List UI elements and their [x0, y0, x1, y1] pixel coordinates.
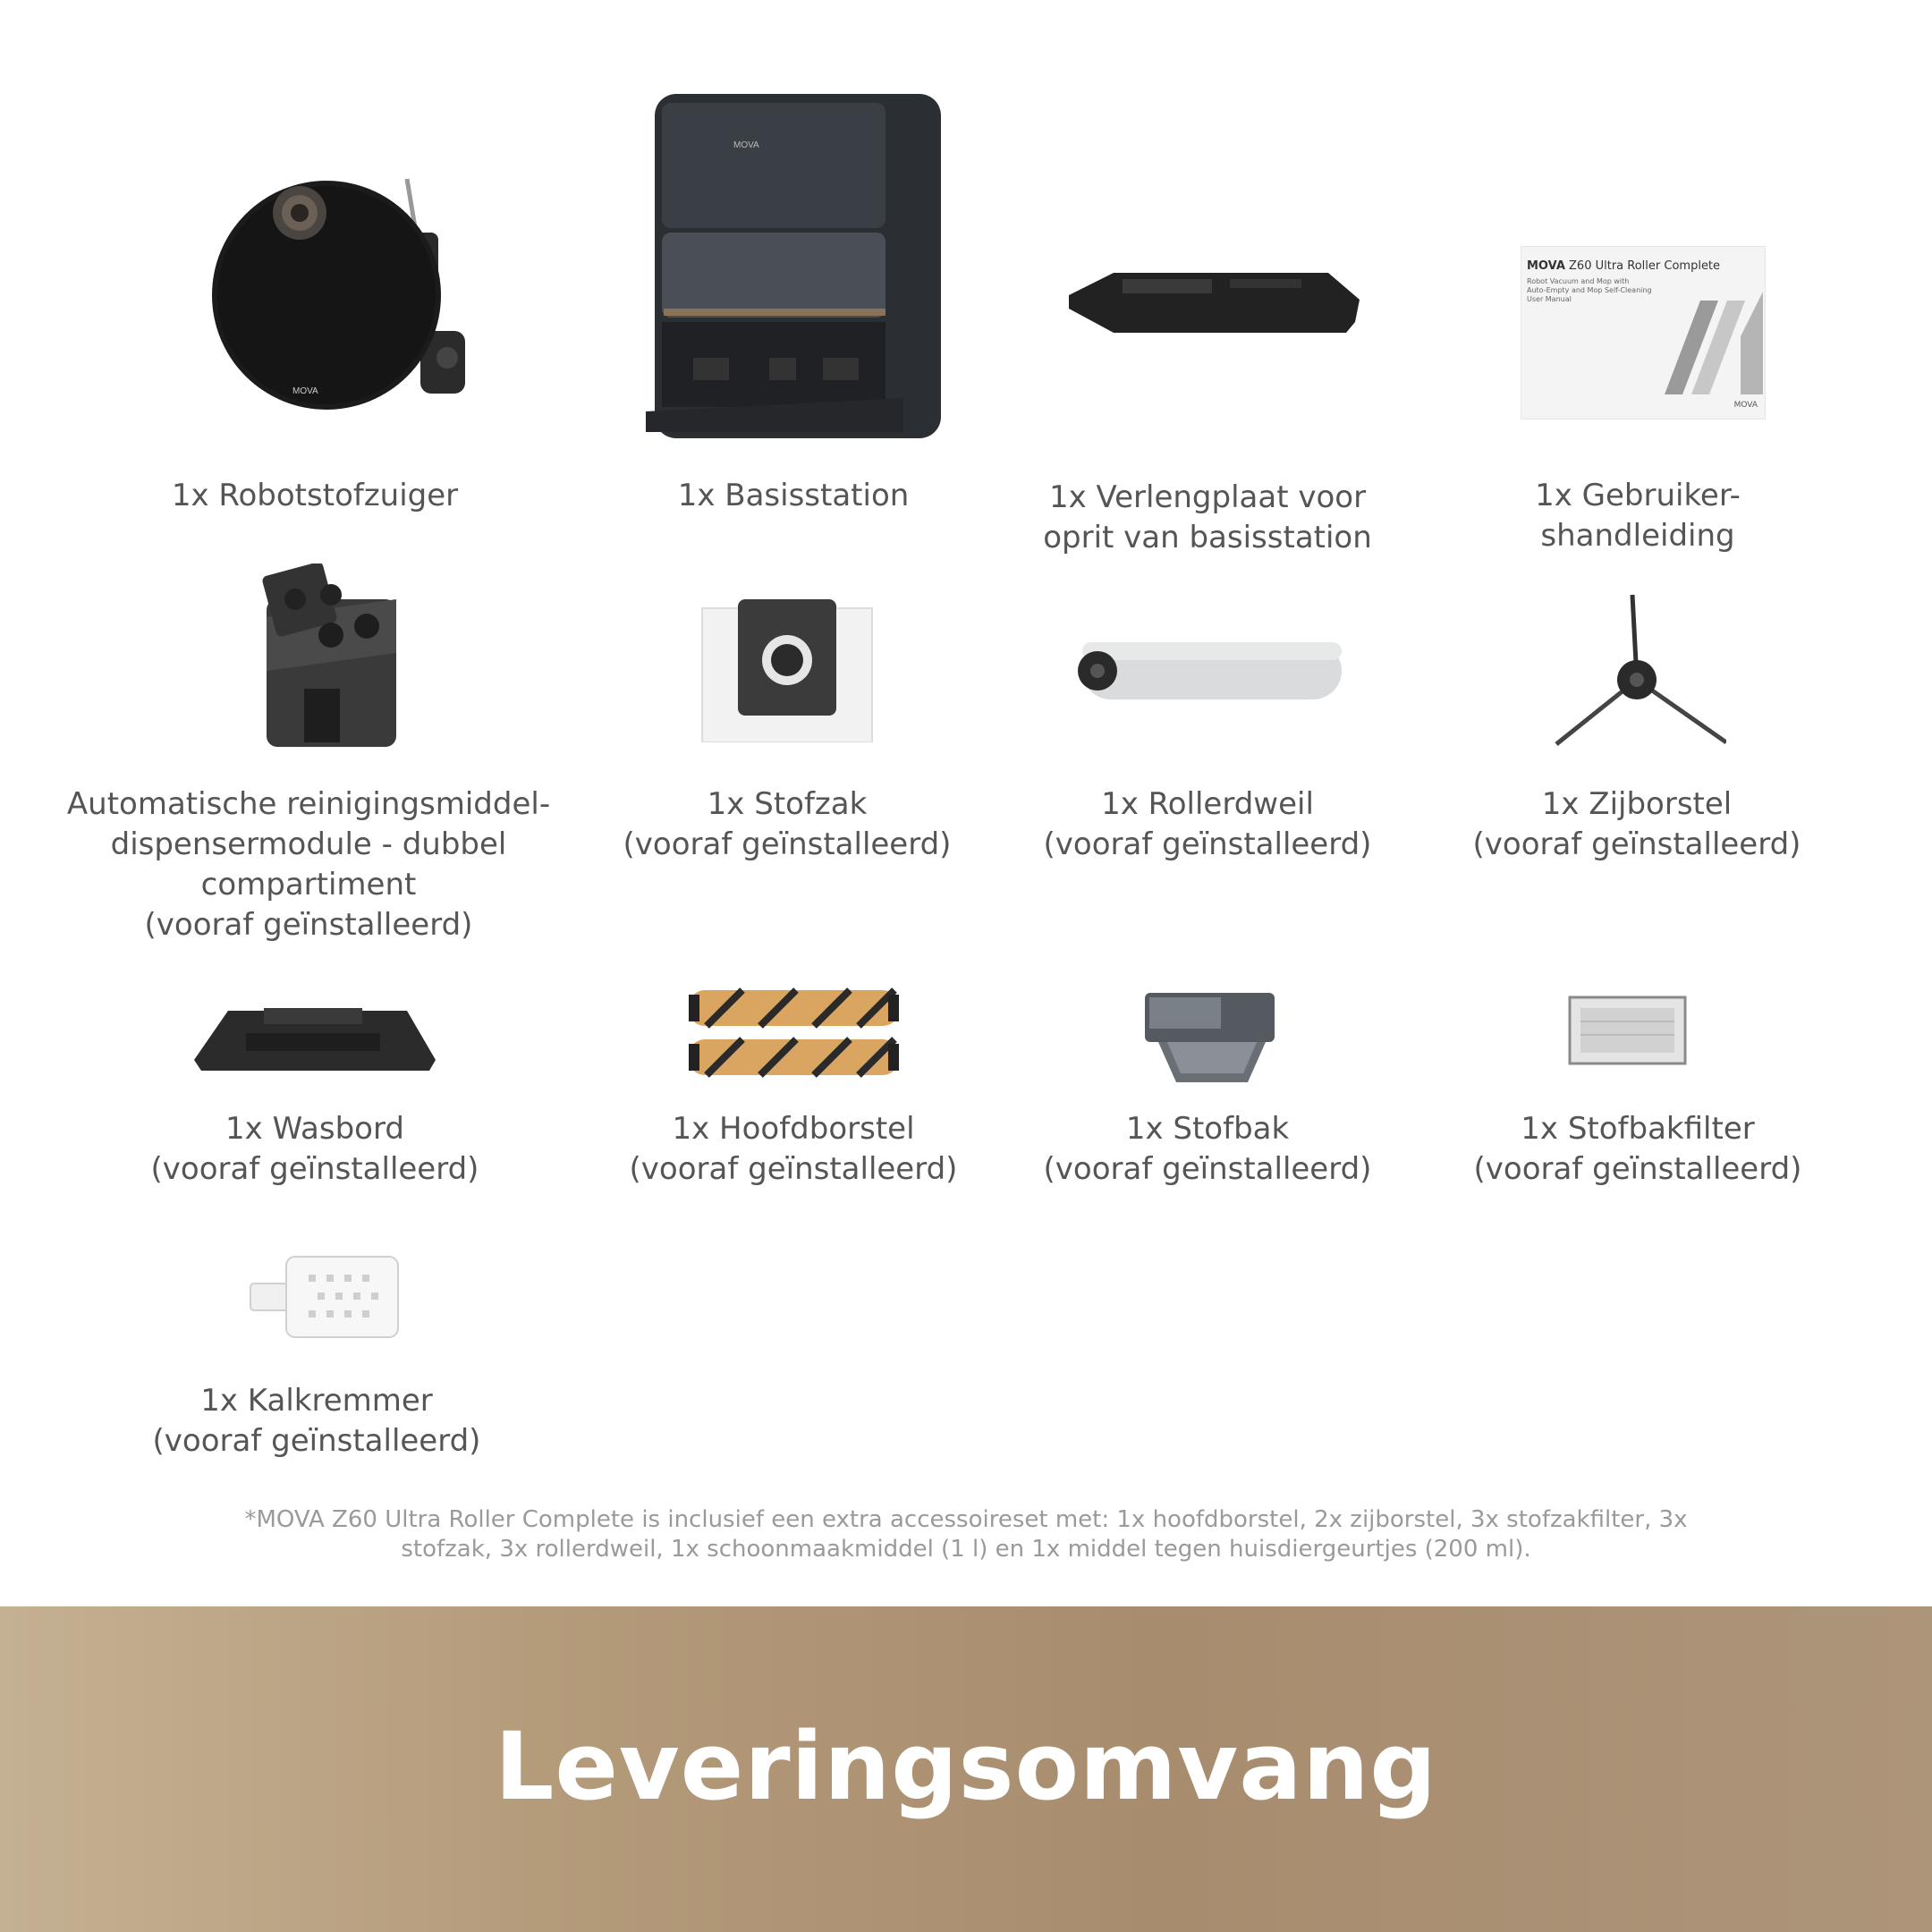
- side-brush-image: [1547, 590, 1726, 751]
- manual-brand: MOVA: [1527, 259, 1565, 273]
- base-logo: MOVA: [733, 140, 759, 150]
- caption-dust-bin: 1x Stofbak (vooraf geïnstalleerd): [1043, 1111, 1372, 1187]
- caption-dust-bag: 1x Stofzak (vooraf geïnstalleerd): [623, 786, 952, 862]
- detergent-module-image: [259, 564, 402, 760]
- caption-base-station: 1x Basisstation: [677, 478, 910, 513]
- caption-robot-vacuum: 1x Robotstofzuiger: [171, 478, 459, 513]
- roller-mop-image: [1078, 640, 1346, 702]
- dust-bin-image: [1140, 988, 1279, 1087]
- robot-logo: MOVA: [292, 386, 318, 396]
- robot-vacuum-image: [192, 152, 479, 429]
- caption-detergent-module: Automatische reinigingsmiddel- dispensermodule - dubbel compartiment (vooraf geïnstalleerd): [66, 786, 551, 943]
- caption-main-brush: 1x Hoofdborstel (vooraf geïnstalleerd): [629, 1111, 958, 1187]
- caption-side-brush: 1x Zijborstel (vooraf geïnstalleerd): [1472, 786, 1801, 862]
- footnote-line-1: *MOVA Z60 Ultra Roller Complete is inclusief een extra accessoireset met: 1x hoofdborstel, 2x zijborstel, 3x stofzakfilter, 3x: [244, 1506, 1688, 1533]
- washboard-image: [192, 1006, 438, 1073]
- main-brush-image: [689, 986, 899, 1084]
- footnote: [0, 1505, 1932, 1564]
- manual-subtitle-3: User Manual: [1527, 295, 1572, 303]
- dust-bin-filter-image: [1567, 995, 1688, 1066]
- mova-logo-graphic: [1656, 283, 1763, 408]
- manual-title: Z60 Ultra Roller Complete: [1569, 259, 1721, 273]
- footnote-line-2: stofzak, 3x rollerdweil, 1x schoonmaakmiddel (1 l) en 1x middel tegen huisdiergeurtjes (200 ml).: [401, 1536, 1531, 1563]
- caption-washboard: 1x Wasbord (vooraf geïnstalleerd): [150, 1111, 479, 1187]
- base-station-image: [644, 94, 948, 447]
- user-manual-image: [1521, 246, 1766, 419]
- caption-ramp-extension: 1x Verlengplaat voor oprit van basisstation: [1043, 479, 1372, 555]
- caption-user-manual: 1x Gebruiker- shandleiding: [1535, 478, 1741, 554]
- ramp-extension-image: [1060, 268, 1364, 340]
- descaler-image: [246, 1252, 402, 1342]
- manual-brand-small: MOVA: [1733, 401, 1758, 410]
- banner-title: Leveringsomvang: [495, 1712, 1437, 1821]
- caption-descaler: 1x Kalkremmer (vooraf geïnstalleerd): [152, 1383, 481, 1459]
- dust-bag-image: [698, 599, 877, 742]
- caption-dust-bin-filter: 1x Stofbakfilter (vooraf geïnstalleerd): [1473, 1111, 1802, 1187]
- caption-roller-mop: 1x Rollerdweil (vooraf geïnstalleerd): [1043, 786, 1372, 862]
- manual-subtitle-2: Auto-Empty and Mop Self-Cleaning: [1527, 286, 1652, 294]
- manual-subtitle-1: Robot Vacuum and Mop with: [1527, 277, 1630, 285]
